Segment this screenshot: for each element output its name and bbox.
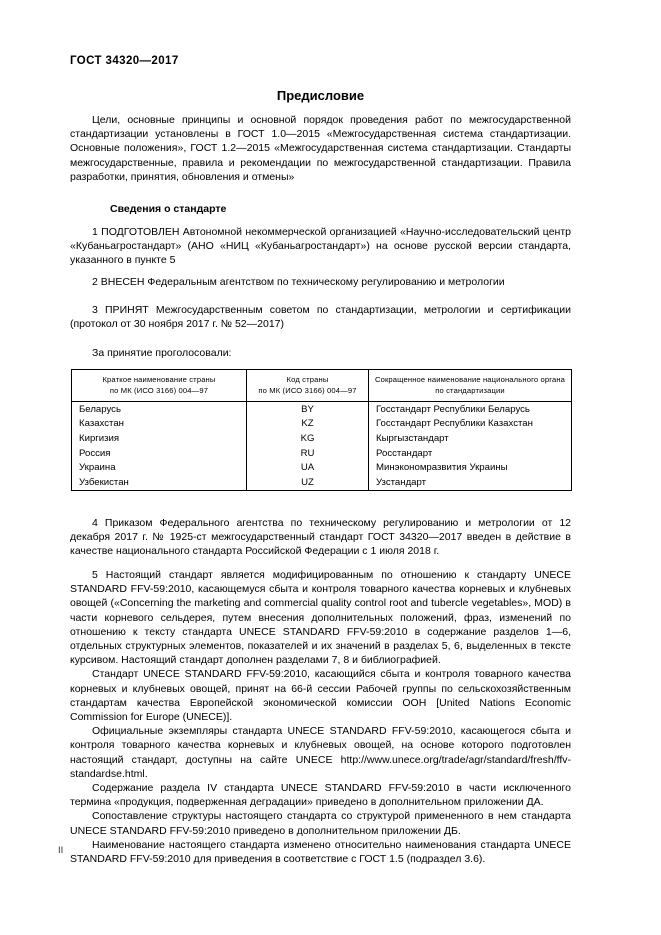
column-header-country-line2: по МК (ИСО 3166) 004—97 — [109, 385, 209, 395]
cell-body: Минэкономразвития Украины — [369, 460, 572, 475]
item-2-text: 2 ВНЕСЕН Федеральным агентством по техническому регулированию и метрологии — [92, 276, 505, 288]
cell-code: BY — [247, 402, 369, 417]
table-row — [72, 417, 572, 432]
cell-body: Госстандарт Республики Беларусь — [369, 402, 572, 417]
page-title: Предисловие — [276, 88, 365, 103]
cell-code: RU — [247, 446, 369, 461]
table-row — [72, 446, 572, 461]
table-row — [72, 460, 572, 475]
column-header-code — [247, 370, 369, 402]
item-5-paragraph-3: Официальные экземпляры стандарта UNECE STANDARD FFV-59:2010, касающегося сбыта и контроля товарного качества корневых и клубневых овощей, на основе которого подготовлен настоящий стандарт, доступны на сайте UNECE http://www.unece.org/trade/agr/standard/fresh/ffv-standardse.html. — [70, 725, 571, 780]
cell-body: Госстандарт Республики Казахстан — [369, 417, 572, 432]
table-header-row — [72, 370, 572, 402]
item-4-text: 4 Приказом Федерального агентства по техническому регулированию и метрологии от 12 декабря 2017 г. № 1925-ст межгосударственный стандарт ГОСТ 34320—2017 введен в действие в качестве национального стандарта Российской Федерации с 1 июля 2018 г. — [70, 517, 571, 558]
cell-code: KG — [247, 431, 369, 446]
column-header-code-line2: по МК (ИСО 3166) 004—97 — [258, 385, 357, 395]
cell-country: Казахстан — [72, 417, 247, 432]
standard-info-item-4 — [70, 516, 571, 559]
document-header-standard-number: ГОСТ 34320—2017 — [70, 55, 179, 67]
standard-info-item-1 — [70, 225, 571, 268]
cell-country: Узбекистан — [72, 475, 247, 490]
intro-paragraph: Цели, основные принципы и основной порядок проведения работ по межгосударственной стандартизации установлены в ГОСТ 1.0—2015 «Межгосударственная система стандартизации. Основные положения», ГОСТ 1.2—2015 «Межгосударственная система стандартизации. Стандарты межгосударственные, правила и рекомендации по межгосударственной стандартизации. Правила разработки, принятия, обновления и отмены» — [70, 114, 571, 183]
item-5-paragraph-5: Сопоставление структуры настоящего стандарта со структурой примененного в нем стандарта UNECE STANDARD FFV-59:2010 приведено в дополнительном приложении ДБ. — [70, 810, 571, 837]
item-5-text: 5 Настоящий стандарт является модифицированным по отношению к стандарту UNECE STANDARD FFV-59:2010, касающемуся сбыта и контроля товарного качества корневых и клубневых овощей («Concerning the marketing and commercial quality control root and tubercle vegetables», MOD) в части корневого сельдерея, путем внесения дополнительных положений, фраз, изменений по отношению к тексту стандарта UNECE STANDARD FFV-59:2010 в содержание разделов 1—6, отдельных структурных элементов, показателей и их значений в разделах 5, 6, выделенных в тексте курсивом. Настоящий стандарт дополнен разделами 7, 8 и библиографией. — [70, 569, 571, 667]
countries-table — [71, 369, 572, 491]
standard-info-item-3 — [70, 303, 571, 331]
item-5-paragraph-6: Наименование настоящего стандарта изменено относительно наименования стандарта UNECE STANDARD FFV-59:2010 для приведения в соответствие с ГОСТ 1.5 (подраздел 3.6). — [70, 838, 571, 866]
column-header-code-line1: Код страны — [286, 375, 329, 384]
column-header-body-line1: Сокращенное наименование национального органа — [374, 375, 566, 384]
cell-code: UA — [247, 460, 369, 475]
countries-table-body — [72, 402, 572, 491]
table-row — [72, 475, 572, 490]
column-header-country — [72, 370, 247, 402]
item-1-text: 1 ПОДГОТОВЛЕН Автономной некоммерческой организацией «Научно-исследовательский центр «Кубаньагростандарт» (АНО «НИЦ «Кубаньагростандарт») на основе русской версии стандарта, указанного в пункте 5 — [70, 226, 571, 267]
standard-info-item-5 — [70, 568, 571, 866]
table-row — [72, 431, 572, 446]
standard-info-heading: Сведения о стандарте — [110, 203, 227, 215]
countries-table-head — [72, 370, 572, 402]
column-header-body — [369, 370, 572, 402]
cell-code: KZ — [247, 417, 369, 432]
column-header-body-line2: по стандартизации — [435, 385, 505, 395]
vote-line-text: За принятие проголосовали: — [92, 347, 232, 359]
column-header-country-line1: Краткое наименование страны — [102, 375, 216, 384]
page-number-footer: II — [58, 845, 64, 856]
vote-intro-line — [70, 346, 571, 360]
item-3-text: 3 ПРИНЯТ Межгосударственным советом по стандартизации, метрологии и сертификации (протокол от 30 ноября 2017 г. № 52—2017) — [70, 304, 571, 331]
cell-code: UZ — [247, 475, 369, 490]
item-5-paragraph-2: Стандарт UNECE STANDARD FFV-59:2010, касающийся сбыта и контроля товарного качества корневых и клубневых овощей, принят на 66-й сессии Рабочей группы по сельскохозяйственным стандартам качества Европейской экономической комиссии ООН [United Nations Economic Commission for Europe (UNECE)]. — [70, 668, 571, 724]
cell-country: Россия — [72, 446, 247, 461]
cell-body: Кыргызстандарт — [369, 431, 572, 446]
standard-info-item-2 — [70, 275, 571, 289]
cell-country: Украина — [72, 460, 247, 475]
table-row — [72, 402, 572, 417]
intro-section — [70, 113, 571, 184]
cell-body: Узстандарт — [369, 475, 572, 490]
cell-country: Беларусь — [72, 402, 247, 417]
cell-body: Росстандарт — [369, 446, 572, 461]
cell-country: Киргизия — [72, 431, 247, 446]
item-5-paragraph-4: Содержание раздела IV стандарта UNECE STANDARD FFV-59:2010 в части исключенного термина «продукция, подверженная деградации» приведено в дополнительном приложении ДА. — [70, 782, 571, 809]
